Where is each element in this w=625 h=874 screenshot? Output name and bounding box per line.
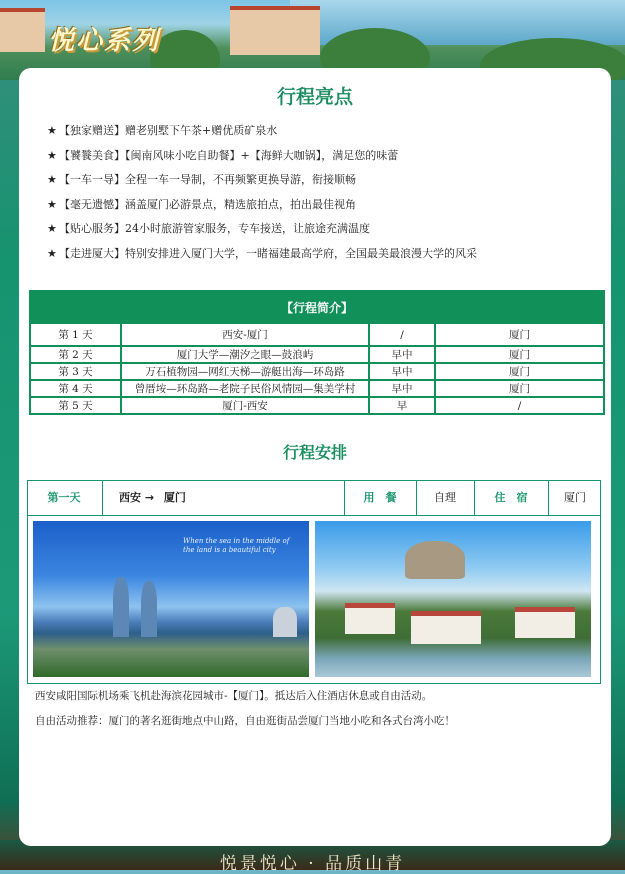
day1-recommendation: 自由活动推荐：厦门的著名逛街地点中山路，自由逛街品尝厦门当地小吃和各式台湾小吃！ <box>35 715 455 727</box>
day-cell: 第 4 天 <box>30 380 121 397</box>
route-cell: 曾厝垵—环岛路—老院子民俗风情园—集美学村 <box>121 380 369 397</box>
skyscraper-shape <box>141 581 157 637</box>
highlight-text: 【饕餮美食】【闽南风味小吃自助餐】+【海鲜大咖锅】，满足您的味蕾 <box>59 148 399 162</box>
brand-logo: 悦心系列 <box>48 26 161 56</box>
hotel-cell: / <box>435 397 604 414</box>
route-cell: 厦门-西安 <box>121 397 369 414</box>
day-cell: 第 5 天 <box>30 397 121 414</box>
route-to: 厦门 <box>163 491 186 504</box>
table-row <box>30 323 604 346</box>
xiamen-skyline-photo <box>33 521 309 677</box>
hotel-cell: 厦门 <box>435 363 604 380</box>
gulangyu-island-photo <box>315 521 591 677</box>
table-title: 【行程简介】 <box>30 291 604 323</box>
highlight-item <box>47 147 477 172</box>
star-icon: ★ <box>47 222 57 236</box>
route-cell: 西安-厦门 <box>121 323 369 346</box>
table-row <box>30 397 604 414</box>
star-icon: ★ <box>47 173 57 187</box>
banner-building <box>0 8 45 52</box>
table-row <box>30 380 604 397</box>
rock-shape <box>405 541 465 579</box>
table-row <box>30 346 604 363</box>
highlights-list <box>47 122 477 270</box>
day-label: 第一天 <box>47 491 81 504</box>
star-icon: ★ <box>47 124 57 137</box>
highlight-item <box>47 122 477 147</box>
table-row <box>30 363 604 380</box>
meal-cell: 早中 <box>369 346 435 363</box>
footer-slogan: 悦景悦心 · 品质山青 <box>219 854 406 874</box>
highlight-item <box>47 196 477 221</box>
day-cell: 第 2 天 <box>30 346 121 363</box>
hotel-cell: 厦门 <box>435 323 604 346</box>
highlight-text: 【贴心服务】24小时旅游管家服务，专车接送，让旅途充满温度 <box>59 222 370 236</box>
skyscraper-shape <box>113 577 129 637</box>
day1-header <box>28 481 600 516</box>
meal-value: 自理 <box>416 481 473 515</box>
meal-cell: 早 <box>369 397 435 414</box>
route-cell: 厦门大学—潮汐之眼—鼓浪屿 <box>121 346 369 363</box>
route-cell: 万石植物园—网红天梯—游艇出海—环岛路 <box>121 363 369 380</box>
itinerary-summary-table <box>29 290 605 415</box>
photo-caption: When the sea in the middle of the land is a beautiful city <box>183 537 290 554</box>
day-route <box>102 481 342 515</box>
villa-shape <box>345 603 395 634</box>
hotel-cell: 厦门 <box>435 346 604 363</box>
highlights-title: 行程亮点 <box>276 86 353 108</box>
highlight-text: 【毫无遗憾】涵盖厦门必游景点，精选旅拍点，拍出最佳视角 <box>59 197 356 211</box>
stay-label: 住 宿 <box>474 481 547 515</box>
star-icon: ★ <box>47 246 57 260</box>
day-cell: 第 3 天 <box>30 363 121 380</box>
highlight-text: 【独家赠送】赠老别墅下午茶+赠优质矿泉水 <box>59 124 278 137</box>
meal-cell: / <box>369 323 435 346</box>
day1-description: 西安咸阳国际机场乘飞机赴海滨花园城市-【厦门】。抵达后入住酒店休息或自由活动。 <box>35 690 433 702</box>
star-icon: ★ <box>47 148 57 162</box>
day1-block <box>27 480 601 684</box>
highlight-item <box>47 245 477 270</box>
stay-value: 厦门 <box>548 481 601 515</box>
schedule-title: 行程安排 <box>282 443 347 462</box>
highlight-text: 【走进厦大】特别安排进入厦门大学，一睹福建最高学府，全国最美最浪漫大学的风采 <box>59 246 477 260</box>
content-card <box>19 68 611 846</box>
highlight-text: 【一车一导】全程一车一导制，不再频繁更换导游，衔接顺畅 <box>59 173 356 187</box>
star-icon: ★ <box>47 197 57 211</box>
highlight-item <box>47 171 477 196</box>
hotel-cell: 厦门 <box>435 380 604 397</box>
banner-building <box>230 6 320 55</box>
day-cell: 第 1 天 <box>30 323 121 346</box>
building-shape <box>273 607 297 637</box>
meal-cell: 早中 <box>369 363 435 380</box>
villa-shape <box>515 607 575 638</box>
arrow-right-icon: → <box>144 491 155 504</box>
route-from: 西安 <box>119 491 141 504</box>
villa-shape <box>411 611 481 644</box>
meal-label: 用 餐 <box>344 481 415 515</box>
meal-cell: 早中 <box>369 380 435 397</box>
highlight-item <box>47 220 477 245</box>
